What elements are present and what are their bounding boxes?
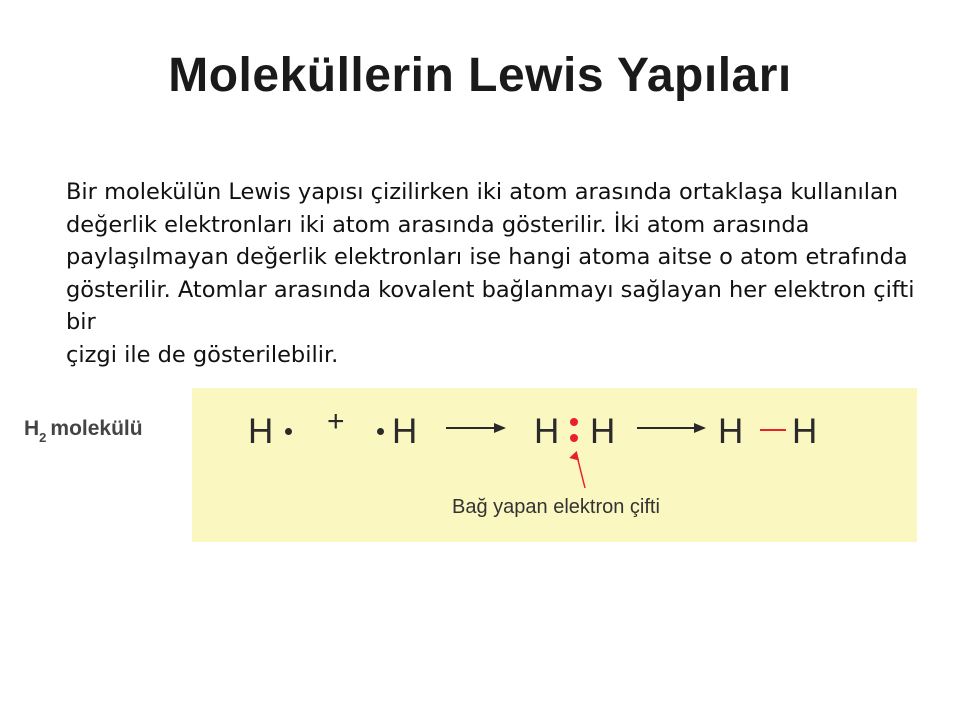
pointer-arrow	[577, 456, 585, 488]
molecule-label	[24, 417, 143, 445]
lewis-diagram-panel	[192, 388, 917, 542]
paragraph-line: gösterilir. Atomlar arasında kovalent bağlanmayı sağlayan her elektron çifti bir	[66, 276, 915, 335]
paragraph-line: Bir molekülün Lewis yapısı çizilirken iki atom arasında ortaklaşa kullanılan	[66, 179, 899, 205]
hydrogen-atom-6: H	[792, 412, 818, 451]
hydrogen-atom-4: H	[590, 412, 616, 451]
hydrogen-atom-3: H	[534, 412, 560, 451]
bond-caption: Bağ yapan elektron çifti	[452, 496, 660, 518]
paragraph-line: çizgi ile de gösterilebilir.	[66, 341, 339, 368]
hydrogen-atom-1: H	[248, 412, 274, 451]
molecule-label-symbol: H	[24, 417, 40, 440]
slide-paragraph	[66, 176, 926, 371]
paragraph-line: paylaşılmayan değerlik elektronları ise hangi atoma aitse o atom etrafında	[66, 244, 908, 270]
hydrogen-atom-2: H	[392, 412, 418, 451]
slide-title: Moleküllerin Lewis Yapıları	[168, 49, 792, 102]
molecule-label-subscript: 2	[39, 430, 47, 445]
molecule-label-text: molekülü	[50, 417, 143, 440]
hydrogen-atom-5: H	[718, 412, 744, 451]
paragraph-line: değerlik elektronları iki atom arasında gösterilir. İki atom arasında	[66, 211, 810, 238]
plus-sign: +	[327, 405, 345, 438]
